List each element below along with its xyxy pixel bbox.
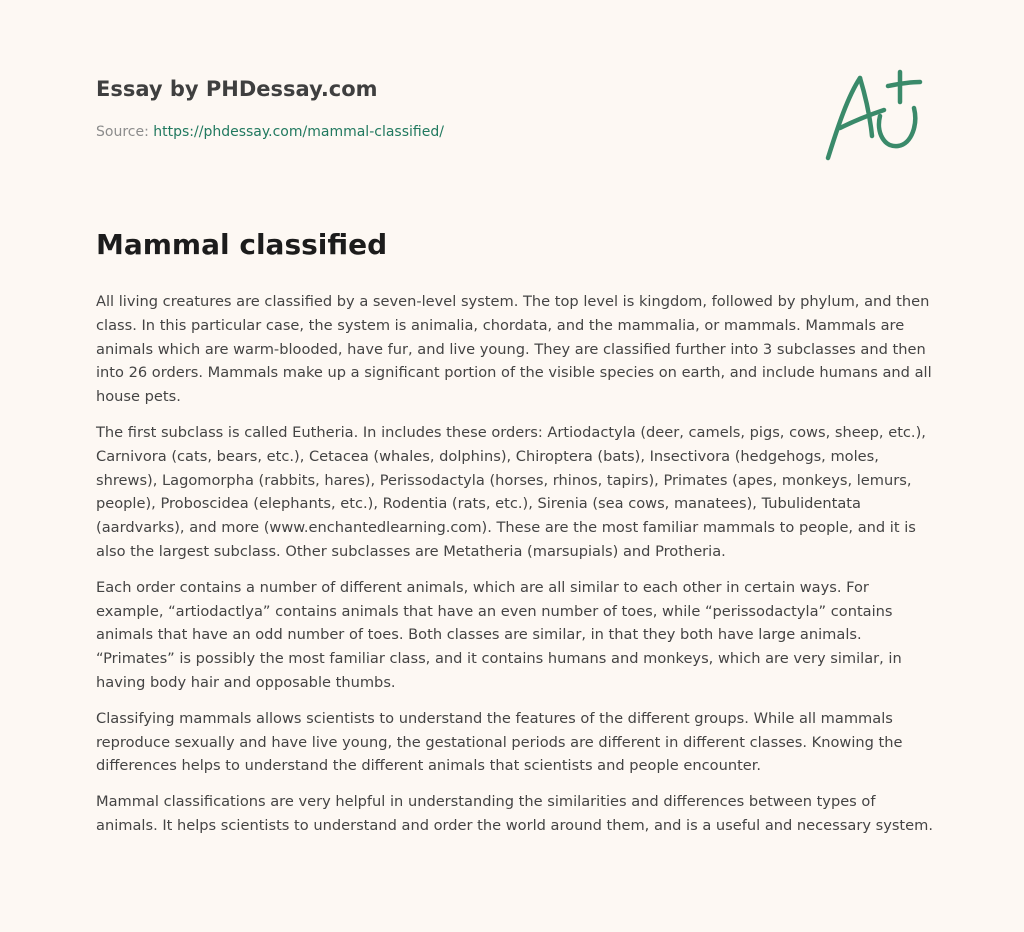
source-link[interactable]: https://phdessay.com/mammal-classified/ [153,124,444,140]
article [96,226,936,850]
source-label: Source: [96,124,154,140]
essay-header [96,74,796,142]
article-paragraph: The first subclass is called Eutheria. In includes these orders: Artiodactyla (deer, camels, pigs, cows, sheep, etc.), Carnivora (cats, bears, etc.), Cetacea (whales, dolphins), Chiroptera (bats), Insectivora (hedgehogs, moles, shrews), Lagomorpha (rabbits, hares), Perissodactyla (horses, rhinos, tapirs), Primates (apes, monkeys, lemurs, people), Proboscidea (elephants, etc.), Rodentia (rats, etc.), Sirenia (sea cows, manatees), Tubulidentata (aardvarks), and more (www.enchantedlearning.com). These are the most familiar mammals to people, and it is also the largest subclass. Other subclasses are Metatheria (marsupials) and Protheria. [96,423,926,560]
a-plus-grade-icon [818,66,930,166]
article-paragraph: Mammal classifications are very helpful in understanding the similarities and differences between types of animals. It helps scientists to understand and order the world around them, and is a useful and necessary system. [96,793,933,834]
source-line [96,122,796,142]
article-paragraph: All living creatures are classified by a seven-level system. The top level is kingdom, followed by phylum, and then class. In this particular case, the system is animalia, chordata, and the mammalia, or mammals. Mammals are animals which are warm-blooded, have fur, and live young. They are classified further into 3 subclasses and then into 26 orders. Mammals make up a significant portion of the visible species on earth, and include humans and all house pets. [96,293,932,406]
article-title: Mammal classified [96,228,388,261]
article-paragraph: Each order contains a number of different animals, which are all similar to each other in certain ways. For example, “artiodactlya” contains animals that have an even number of toes, while “perissodactyla” contains animals that have an odd number of toes. Both classes are similar, in that they both have large animals. “Primates” is possibly the most familiar class, and it contains humans and monkeys, which are very similar, in having body hair and opposable thumbs. [96,578,902,691]
site-brand: Essay by PHDessay.com [96,77,378,101]
article-paragraph: Classifying mammals allows scientists to understand the features of the different groups. While all mammals reproduce sexually and have live young, the gestational periods are different in different classes. Knowing the differences helps to understand the different animals that scientists and people encounter. [96,709,903,775]
